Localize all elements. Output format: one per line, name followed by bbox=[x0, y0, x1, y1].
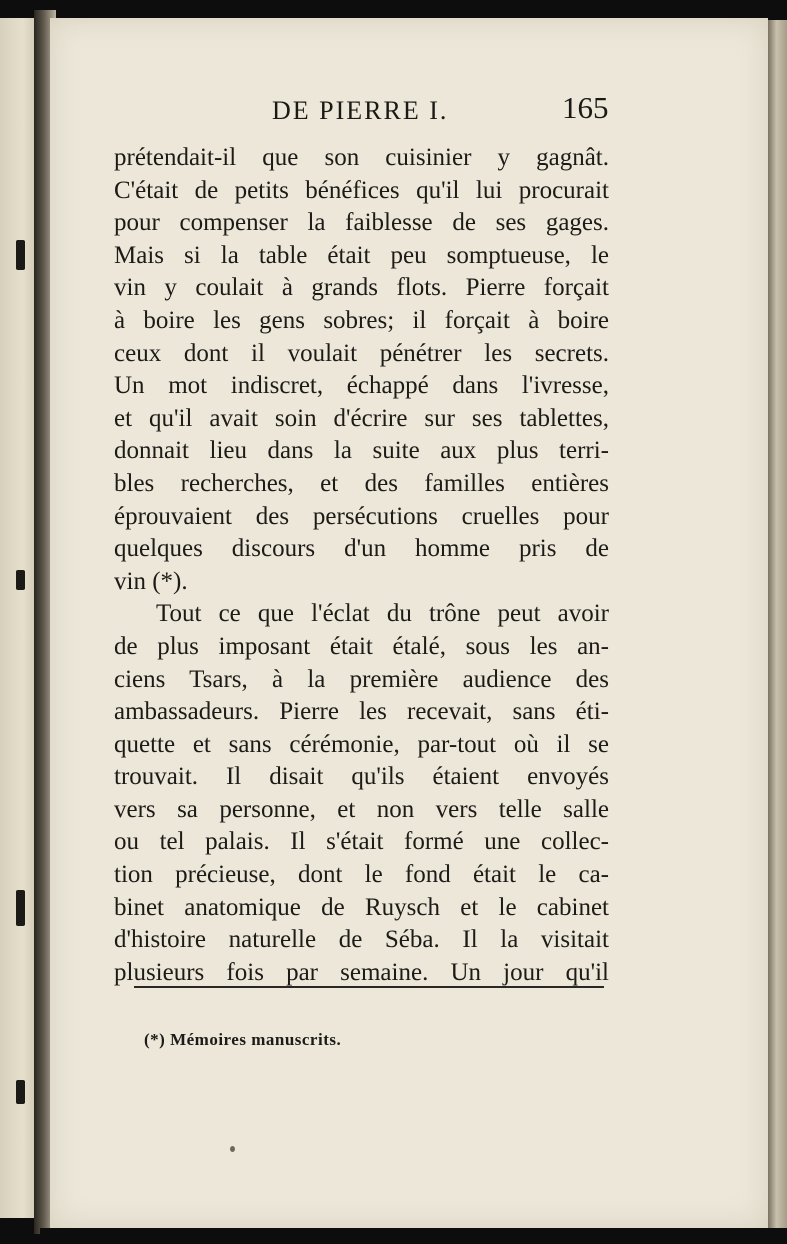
binding-thread bbox=[16, 570, 25, 590]
text-line: ambassadeurs. Pierre les recevait, sans éti- bbox=[114, 698, 609, 726]
text-line: bles recherches, et des familles entières bbox=[114, 469, 609, 497]
binding-thread bbox=[16, 240, 25, 270]
footnote: (*) Mémoires manuscrits. bbox=[144, 1030, 342, 1049]
text-line: Tout ce que l'éclat du trône peut avoir bbox=[156, 600, 609, 628]
running-head: DE PIERRE I. bbox=[272, 96, 449, 125]
scan-background bbox=[40, 1228, 787, 1244]
text-line: pour compenser la faiblesse de ses gages. bbox=[114, 209, 609, 237]
text-line: donnait lieu dans la suite aux plus terri- bbox=[114, 437, 609, 465]
text-line: Un mot indiscret, échappé dans l'ivresse, bbox=[114, 372, 609, 400]
text-line: quelques discours d'un homme pris de bbox=[114, 535, 609, 563]
text-line: à boire les gens sobres; il forçait à boire bbox=[114, 306, 609, 334]
text-line: vin (*). bbox=[114, 567, 188, 595]
text-line: C'était de petits bénéfices qu'il lui procurait bbox=[114, 176, 609, 204]
text-line: Mais si la table était peu somptueuse, le bbox=[114, 241, 609, 269]
text-line: de plus imposant était étalé, sous les an- bbox=[114, 632, 609, 660]
footnote-rule bbox=[134, 986, 604, 988]
text-line: d'histoire naturelle de Séba. Il la visitait bbox=[114, 926, 609, 954]
text-line: ou tel palais. Il s'était formé une collec- bbox=[114, 828, 609, 856]
right-page-edge bbox=[768, 20, 787, 1234]
text-line: ciens Tsars, à la première audience des bbox=[114, 665, 609, 693]
book-page bbox=[50, 18, 768, 1228]
page-header bbox=[50, 90, 768, 130]
text-line: trouvait. Il disait qu'ils étaient envoyés bbox=[114, 763, 609, 791]
text-line: ceux dont il voulait pénétrer les secrets. bbox=[114, 339, 609, 367]
paper-speck bbox=[230, 1146, 235, 1152]
text-line: vin y coulait à grands flots. Pierre forçait bbox=[114, 274, 609, 302]
text-line: quette et sans cérémonie, par-tout où il se bbox=[114, 730, 609, 758]
text-line: éprouvaient des persécutions cruelles pour bbox=[114, 502, 609, 530]
body-text bbox=[114, 142, 609, 989]
text-line: tion précieuse, dont le fond était le ca- bbox=[114, 861, 609, 889]
left-page-edge bbox=[0, 18, 38, 1218]
text-line: vers sa personne, et non vers telle salle bbox=[114, 795, 609, 823]
binding-thread bbox=[16, 890, 25, 926]
text-line: binet anatomique de Ruysch et le cabinet bbox=[114, 893, 609, 921]
text-line: et qu'il avait soin d'écrire sur ses tablettes, bbox=[114, 404, 609, 432]
text-line: plusieurs fois par semaine. Un jour qu'il bbox=[114, 958, 609, 986]
page-number: 165 bbox=[562, 90, 609, 125]
binding-thread bbox=[16, 1080, 25, 1104]
text-line: prétendait-il que son cuisinier y gagnât. bbox=[114, 144, 609, 171]
